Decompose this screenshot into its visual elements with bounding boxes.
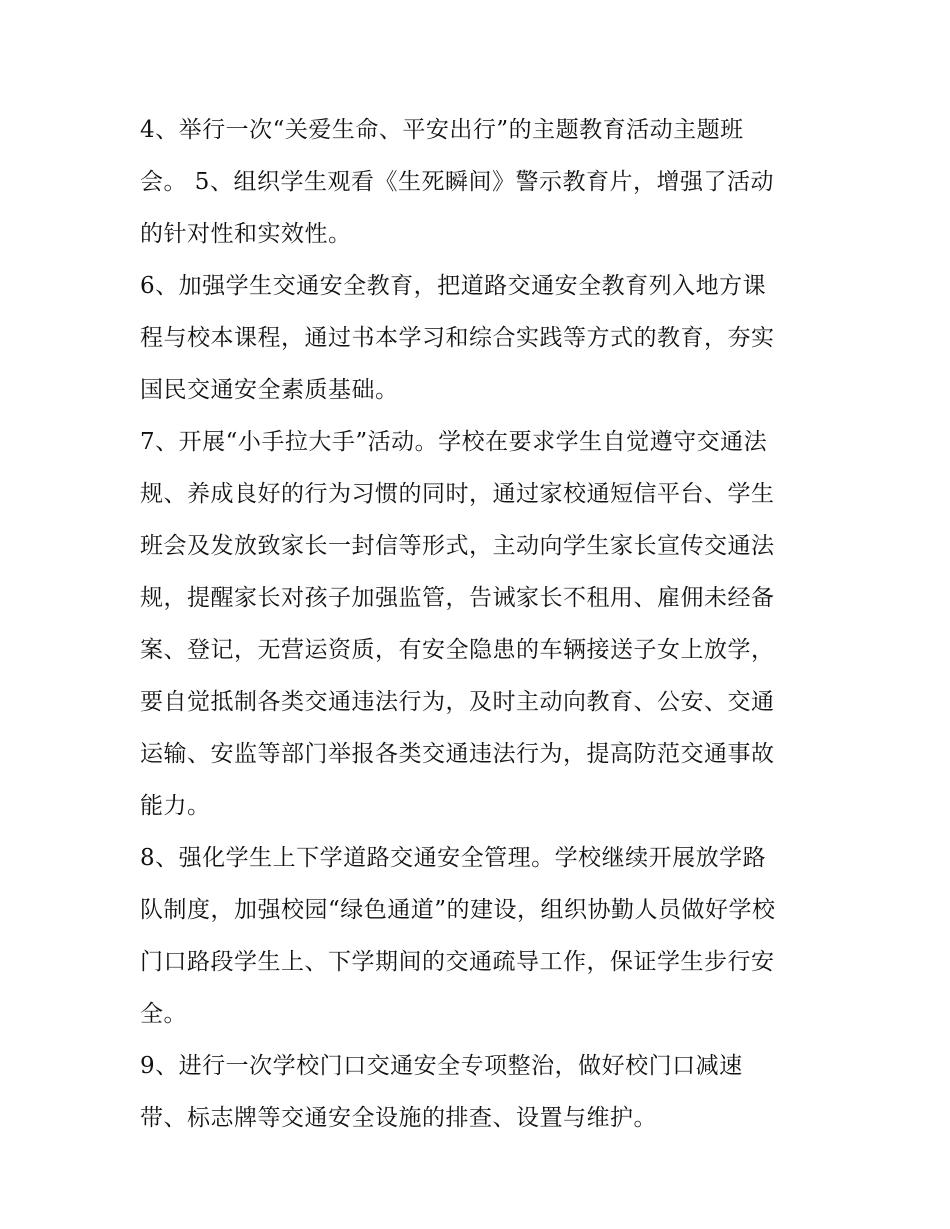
paragraph-item-6: 6、加强学生交通安全教育，把道路交通安全教育列入地方课 程与校本课程，通过书本学习和综合实践等方式的教育，夯实 国民交通安全素质基础。 <box>140 273 775 403</box>
document-body <box>140 104 812 1144</box>
paragraph-item-4: 4、举行一次“关爱生命、平安出行”的主题教育活动主题班 会。 5、组织学生观看《生死瞬间》警示教育片，增强了活动 的针对性和实效性。 <box>140 117 774 247</box>
paragraph-item-9: 9、进行一次学校门口交通安全专项整治，做好校门口减速 带、标志牌等交通安全设施的排查、设置与维护。 <box>140 1053 743 1131</box>
paragraph-item-8: 8、强化学生上下学道路交通安全管理。学校继续开展放学路 队制度，加强校园“绿色通道”的建设，组织协勤人员做好学校 门口路段学生上、下学期间的交通疏导工作，保证学生步行安 全。 <box>140 845 776 1027</box>
paragraph-item-7: 7、开展“小手拉大手”活动。学校在要求学生自觉遵守交通法 规、养成良好的行为习惯的同时，通过家校通短信平台、学生 班会及发放致家长一封信等形式，主动向学生家长宣传交通法 规，提醒家长对孩子加强监管，告诫家长不租用、雇佣未经备 案、登记，无营运资质，有安全隐患的车辆接送子女上放学， 要自觉抵制各类交通违法行为，及时主动向教育、公安、交通 运输、安监等部门举报各类交通违法行为，提高防范交通事故 能力。 <box>140 429 775 819</box>
